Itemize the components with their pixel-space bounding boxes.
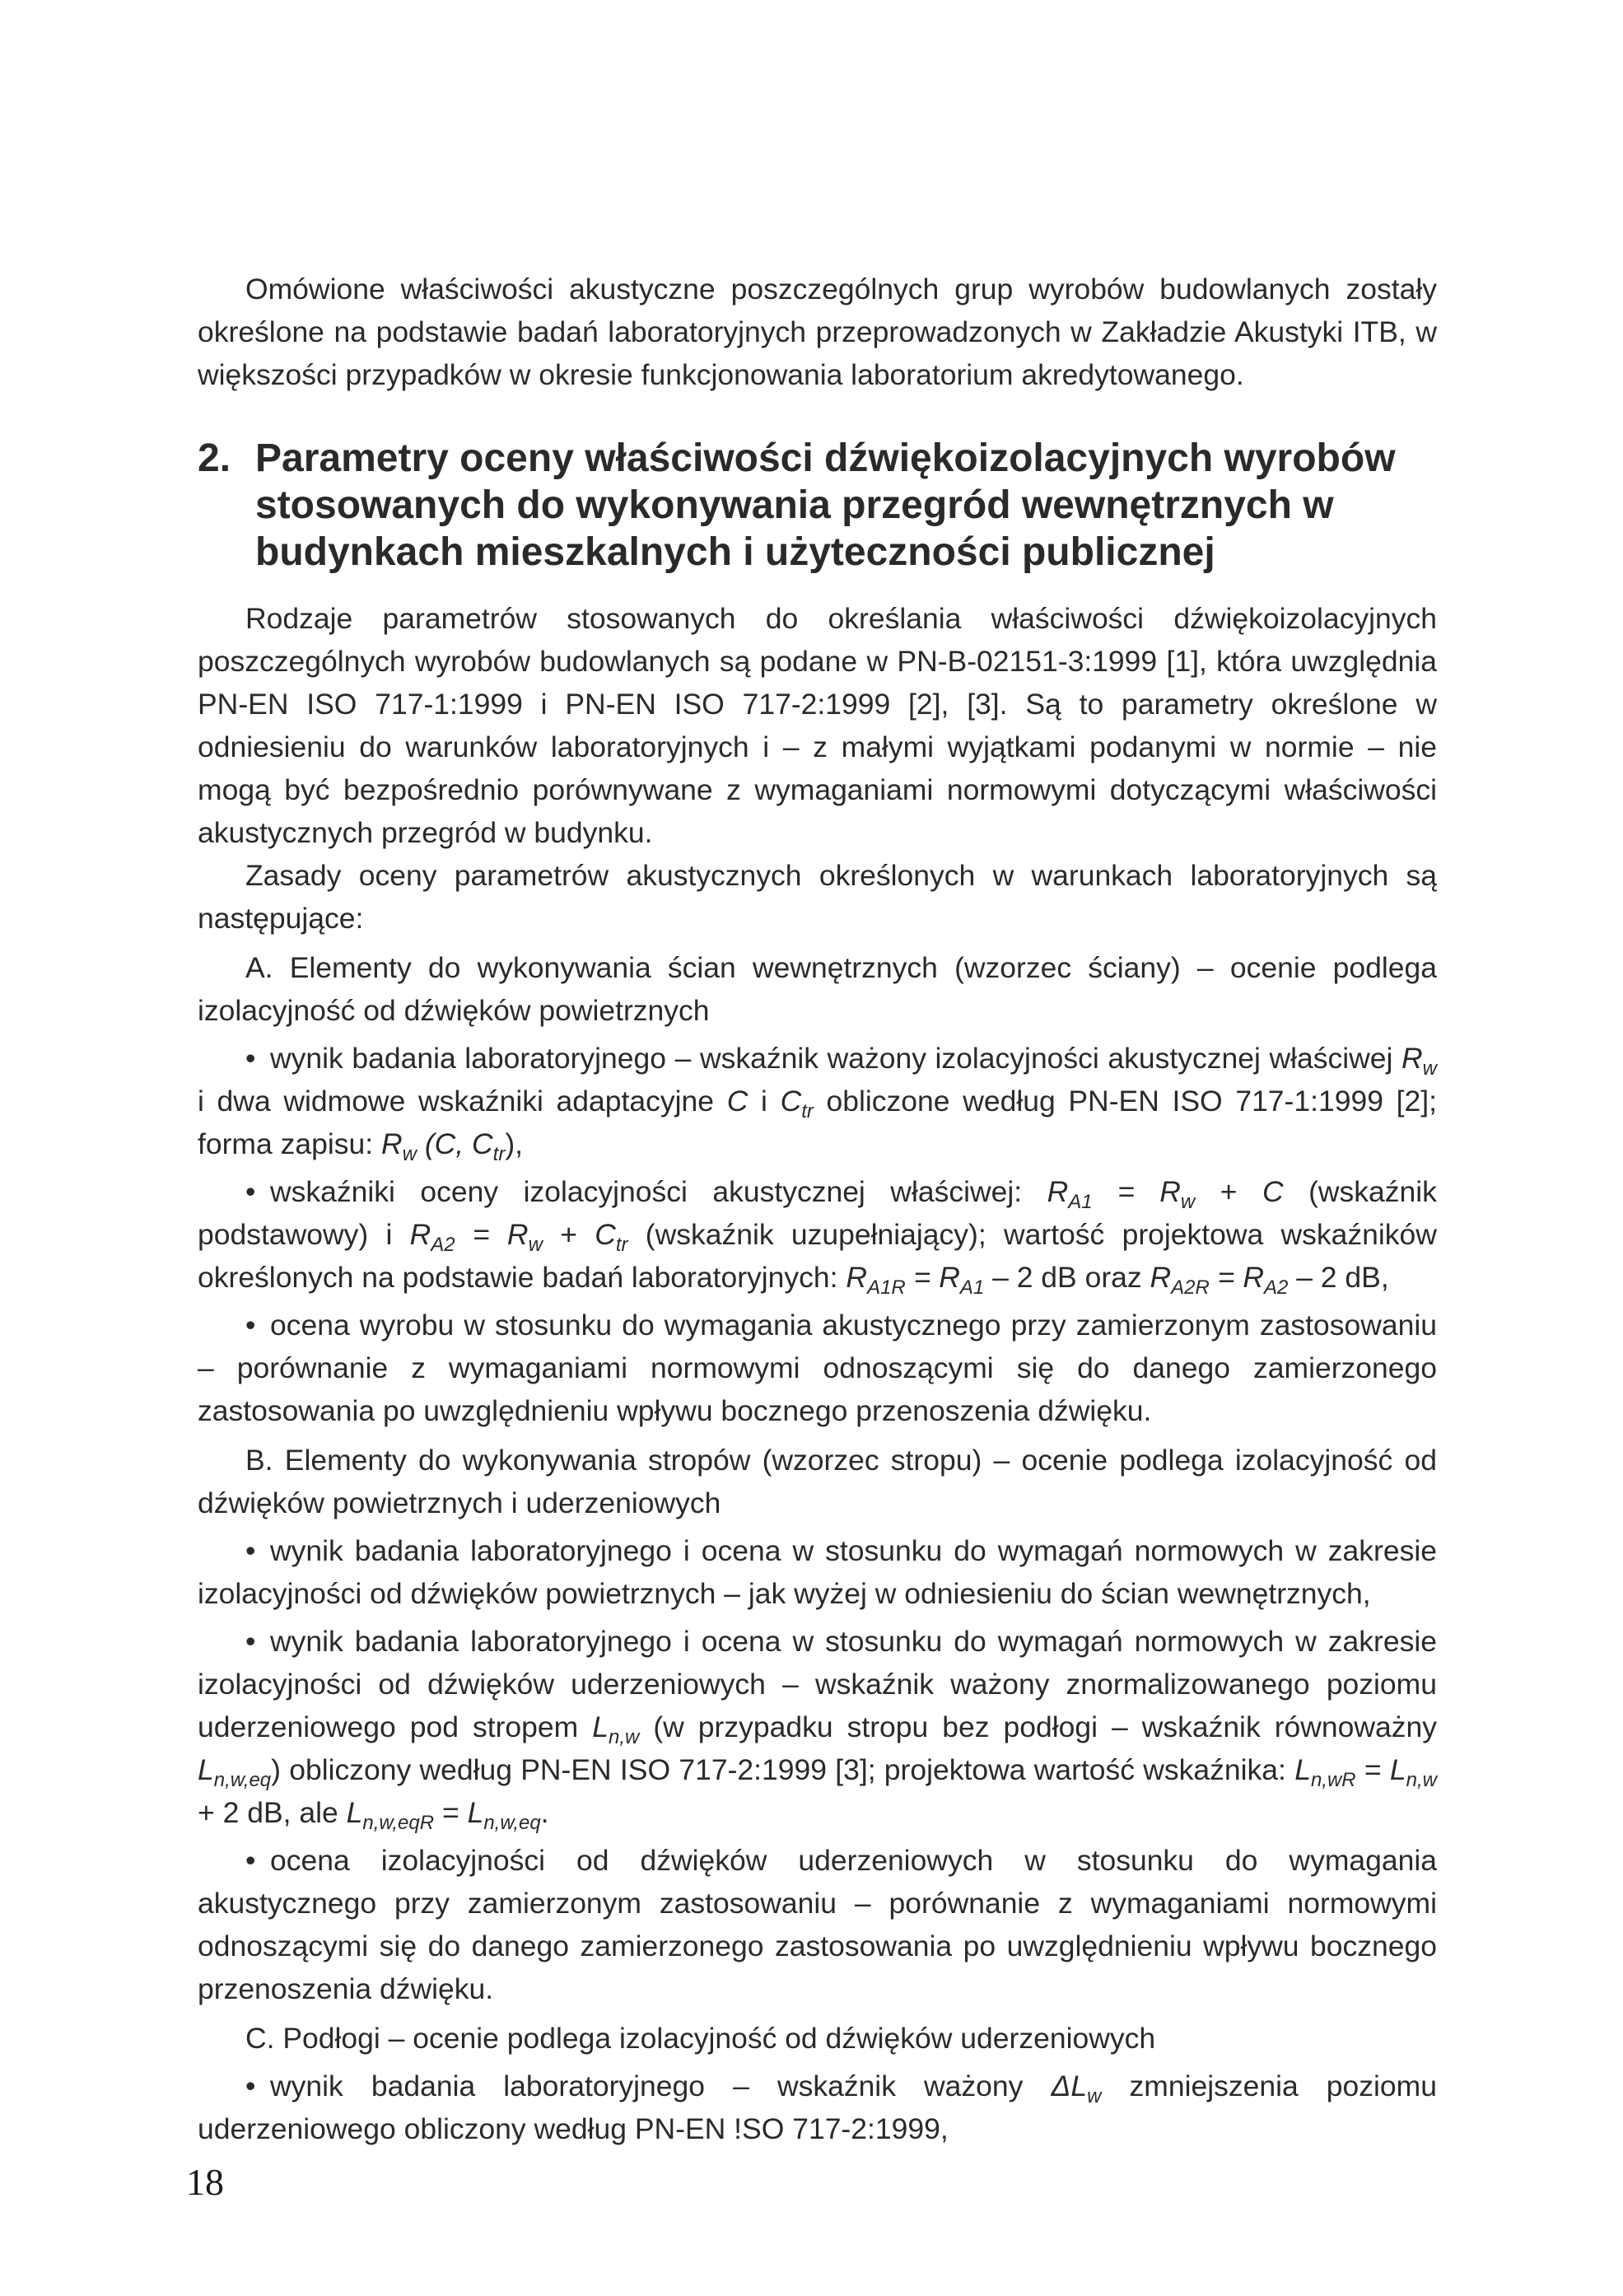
section-2: [198, 435, 1437, 2150]
intro-paragraph-block: [198, 268, 1437, 396]
intro-paragraph: Omówione właściwości akustyczne poszczególnych grup wyrobów budowlanych zostały określone na podstawie badań laboratoryjnych przeprowadzonych w Zakładzie Akustyki ITB, w większości przypadków w okresie funkcjonowania laboratorium akredytowanego.: [198, 273, 1437, 391]
category-a-title: A. Elementy do wykonywania ścian wewnętrznych (wzorzec ściany) – ocenie podlega izolacyjność od dźwięków powietrznych: [198, 951, 1437, 1027]
category-b-bullet-2: • wynik badania laboratoryjnego i ocena w stosunku do wymagań normowych w zakresie izolacyjności od dźwięków uderzeniowych – wskaźnik ważony znormalizowanego poziomu uderzeniowego pod stropem $L_{n,w}$ (w przypadku stropu bez podłogi – wskaźnik równoważny $L_{n,w,eq}$) obliczony według PN-EN ISO 717-2:1999 [3]; projektowa wartość wskaźnika: $L_{n,wR} = L_{n,w} + 2$ dB, ale $L_{n,w,eqR} = L_{n,w,eq}$.: [198, 1620, 1437, 1834]
category-a-bullet-1: • wynik badania laboratoryjnego – wskaźnik ważony izolacyjności akustycznej właściwej $R_w$ i dwa widmowe wskaźniki adaptacyjne C i $C_{tr}$ obliczone według PN-EN ISO 717-1:1999 [2]; forma zapisu: $R_w$ (C, $C_{tr}$),: [198, 1037, 1437, 1165]
section-title: Parametry oceny właściwości dźwiękoizolacyjnych wyrobów stosowanych do wykonywania przegród wewnętrznych w budynkach mieszkalnych i użyteczności publicznej: [255, 436, 1396, 574]
bullet-icon: •: [245, 1844, 256, 1877]
bullet-icon: •: [245, 1175, 256, 1208]
bullet-icon: •: [245, 1309, 256, 1342]
page-number: 18: [186, 2161, 224, 2203]
category-c-title: C. Podłogi – ocenie podlega izolacyjność od dźwięków uderzeniowych: [245, 2022, 1156, 2055]
section-heading: [198, 435, 1437, 576]
category-b-bullet-3: • ocena izolacyjności od dźwięków uderzeniowych w stosunku do wymagania akustycznego przy zamierzonym zastosowaniu – porównanie z wymaganiami normowymi odnoszącymi się do danego zamierzonego zastosowania po uwzględnieniu wpływu bocznego przenoszenia dźwięku.: [198, 1839, 1437, 2010]
section-number: 2.: [198, 436, 231, 480]
section-paragraph-2: Zasady oceny parametrów akustycznych określonych w warunkach laboratoryjnych są następujące:: [198, 859, 1437, 935]
category-b-bullet-1: • wynik badania laboratoryjnego i ocena w stosunku do wymagań normowych w zakresie izolacyjności od dźwięków powietrznych – jak wyżej w odniesieniu do ścian wewnętrznych,: [198, 1529, 1437, 1615]
bullet-icon: •: [245, 1042, 256, 1075]
category-b-title: B. Elementy do wykonywania stropów (wzorzec stropu) – ocenie podlega izolacyjność od dźwięków powietrznych i uderzeniowych: [198, 1444, 1437, 1519]
bullet-icon: •: [245, 2070, 256, 2102]
category-c-bullet-1: • wynik badania laboratoryjnego – wskaźnik ważony $\Delta L_w$ zmniejszenia poziomu uderzeniowego obliczony według PN-EN !SO 717-2:1999,: [198, 2065, 1437, 2150]
bullet-icon: •: [245, 1625, 256, 1658]
category-a-bullet-3: • ocena wyrobu w stosunku do wymagania akustycznego przy zamierzonym zastosowaniu – porównanie z wymaganiami normowymi odnoszącymi się do danego zamierzonego zastosowania po uwzględnieniu wpływu bocznego przenoszenia dźwięku.: [198, 1304, 1437, 1432]
bullet-icon: •: [245, 1534, 256, 1567]
section-paragraph-1: Rodzaje parametrów stosowanych do określania właściwości dźwiękoizolacyjnych poszczególnych wyrobów budowlanych są podane w PN-B-02151-3:1999 [1], która uwzględnia PN-EN ISO 717-1:1999 i PN-EN ISO 717-2:1999 [2], [3]. Są to parametry określone w odniesieniu do warunków laboratoryjnych i – z małymi wyjątkami podanymi w normie – nie mogą być bezpośrednio porównywane z wymaganiami normowymi dotyczącymi właściwości akustycznych przegród w budynku.: [198, 602, 1437, 849]
category-a-bullet-2: • wskaźniki oceny izolacyjności akustycznej właściwej: $R_{A1} = R_w + C$ (wskaźnik podstawowy) i $R_{A2} = R_w + C_{tr}$ (wskaźnik uzupełniający); wartość projektowa wskaźników określonych na podstawie badań laboratoryjnych: $R_{A1R} = R_{A1} - 2$ dB oraz $R_{A2R} = R_{A2} - 2$ dB,: [198, 1170, 1437, 1299]
